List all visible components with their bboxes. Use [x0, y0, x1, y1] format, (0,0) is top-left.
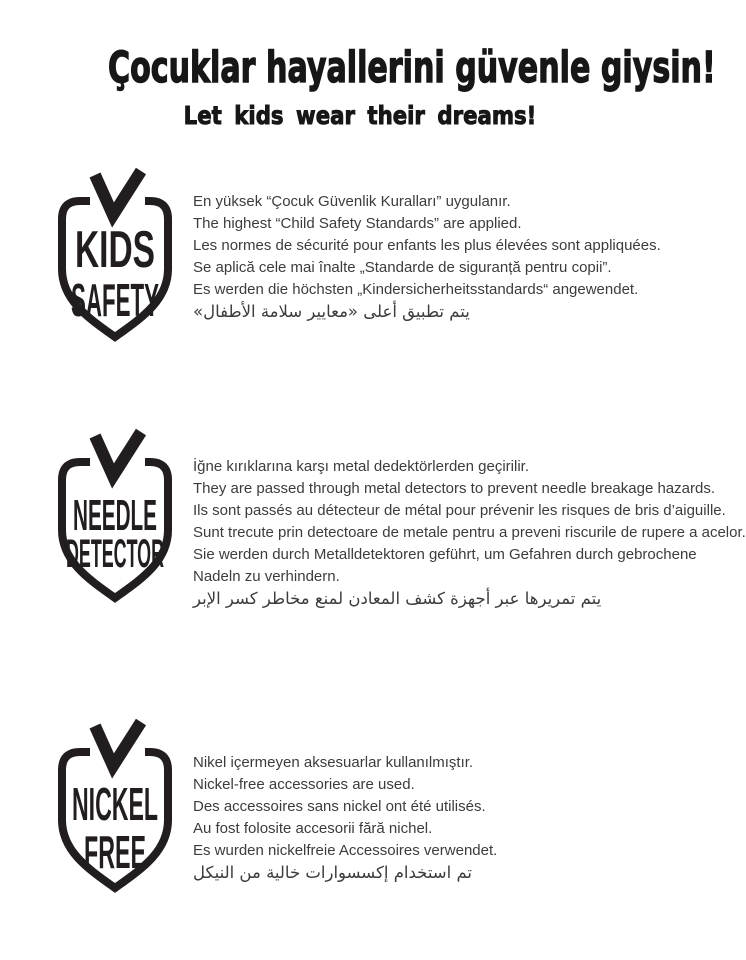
statement-english: The highest “Child Safety Standards” are applied.: [193, 215, 522, 232]
statement-german: Sie werden durch Metalldetektoren geführt, um Gefahren durch gebrochene: [193, 546, 697, 563]
needle-detector-statements: [193, 456, 746, 610]
statement-turkish: Nikel içermeyen aksesuarlar kullanılmıştır.: [193, 754, 474, 771]
page-subtitle: Let kids wear their dreams!: [183, 101, 537, 130]
checkmark-icon: [95, 171, 141, 215]
statement-romanian: Se aplică cele mai înalte „Standarde de siguranță pentru copii”.: [193, 259, 612, 276]
statement-english: They are passed through metal detectors to prevent needle breakage hazards.: [193, 480, 715, 497]
statement-french: Ils sont passés au détecteur de métal pour prévenir les risques de bris d’aiguille.: [193, 502, 726, 519]
statement-arabic: يتم تطبيق أعلى «معايير سلامة الأطفال»: [193, 302, 470, 321]
badge-label-line1: NEEDLE: [73, 491, 157, 540]
statement-german-2: Nadeln zu verhindern.: [193, 568, 340, 585]
statement-romanian: Au fost folosite accesorii fără nichel.: [193, 820, 433, 837]
page-title: Çocuklar hayallerini güvenle giysin!: [108, 43, 716, 93]
badge-label-line1: KIDS: [75, 221, 155, 279]
statement-turkish: İğne kırıklarına karşı metal dedektörlerden geçirilir.: [193, 458, 529, 475]
statement-arabic: تم استخدام إكسسوارات خالية من النيكل: [193, 863, 473, 882]
checkmark-icon: [95, 432, 141, 476]
badge-label-line2: FREE: [84, 826, 146, 878]
badge-label-line2: SAFETY: [71, 274, 159, 326]
statement-english: Nickel-free accessories are used.: [193, 776, 415, 793]
nickel-free-badge: [44, 720, 194, 900]
needle-detector-badge: [44, 430, 194, 610]
statement-arabic: يتم تمريرها عبر أجهزة كشف المعادن لمنع مخاطر كسر الإبر: [193, 589, 602, 608]
nickel-free-section: [0, 720, 720, 905]
nickel-free-statements: [193, 752, 720, 884]
badge-label-line1: NICKEL: [72, 778, 158, 830]
checkmark-icon: [95, 722, 141, 766]
statement-french: Des accessoires sans nickel ont été utilisés.: [193, 798, 486, 815]
statement-romanian: Sunt trecute prin detectoare de metale pentru a preveni riscurile de rupere a acelor.: [193, 524, 746, 541]
badge-label-line2: DETECTOR: [66, 532, 165, 576]
statement-turkish: En yüksek “Çocuk Güvenlik Kuralları” uygulanır.: [193, 193, 511, 210]
statement-german: Es werden die höchsten „Kindersicherheitsstandards“ angewendet.: [193, 281, 639, 298]
kids-safety-badge: [44, 169, 194, 349]
statement-french: Les normes de sécurité pour enfants les plus élevées sont appliquées.: [193, 237, 661, 254]
kids-safety-section: [0, 169, 720, 354]
kids-safety-statements: [193, 191, 720, 323]
statement-german: Es wurden nickelfreie Accessoires verwendet.: [193, 842, 498, 859]
needle-detector-section: [0, 430, 746, 615]
